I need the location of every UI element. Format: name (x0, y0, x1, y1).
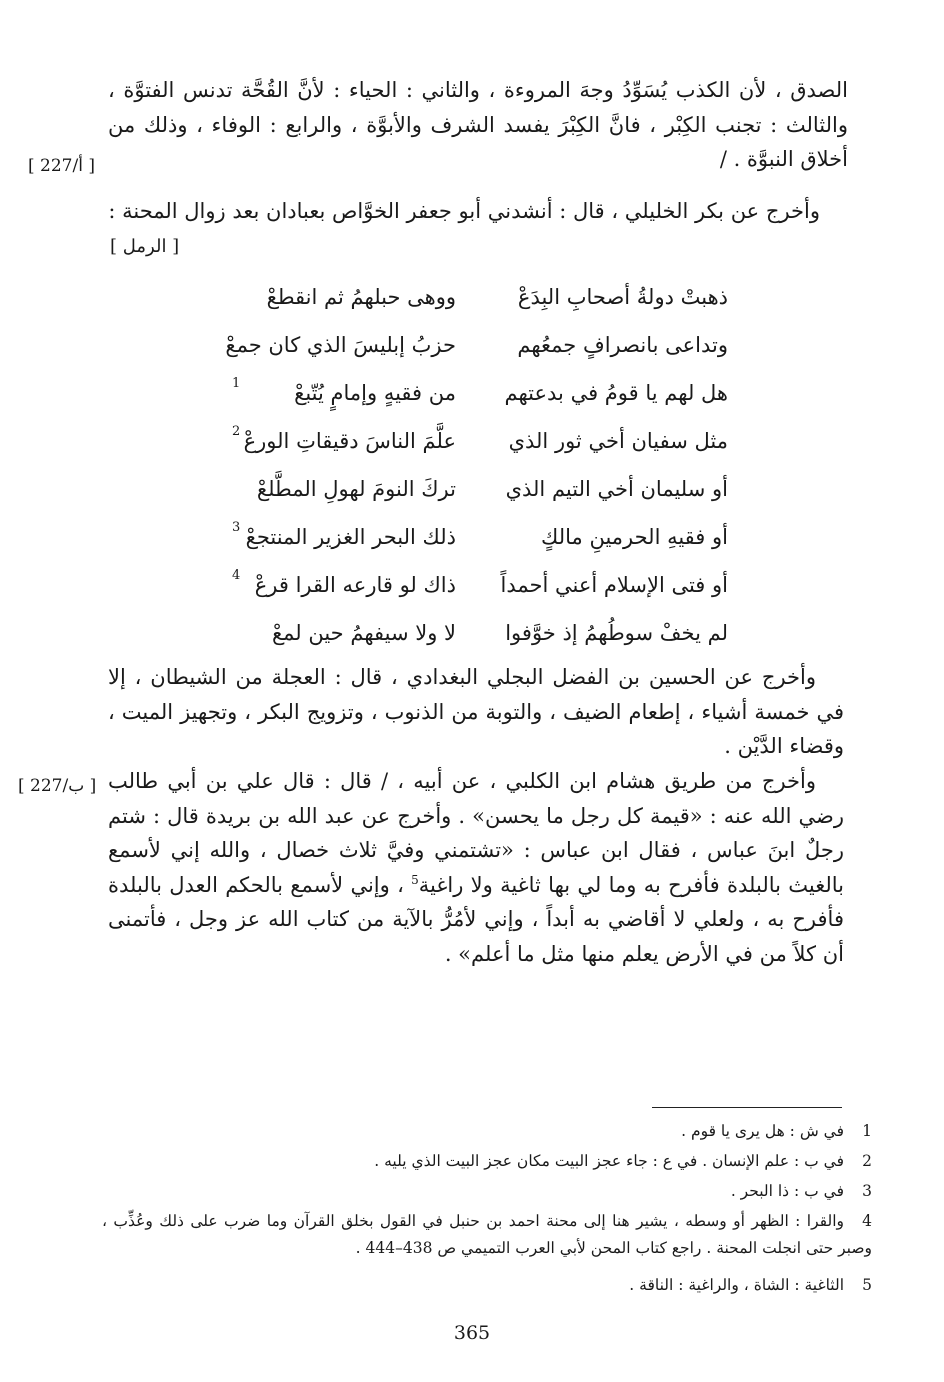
paragraph-4-part-2: ، وإني لأسمع بالحكم العدل بالبلدة فأفرح به ، ولعلي لا أقاضي به أبداً ، وإني لأمُرُّ بالآية من كتاب الله عز وجل ، فأتمنى أن كلاً من في الأرض يعلم منها مثل ما أعلم» . (108, 872, 844, 966)
verse-5-second-hemistich: تركَ النومَ لهولِ المطَّلعْ (256, 477, 456, 501)
verse-2-first-hemistich: وتداعى بانصرافٍ جمعُهم (517, 333, 728, 357)
verse-3-second-hemistich: من فقيهٍ وإمامٍ يُتّبعْ (294, 381, 456, 405)
paragraph-4 (108, 764, 844, 971)
verse-8-second-hemistich: لا ولا سيفهمُ حين لمعْ (271, 621, 456, 645)
verse-6-second-hemistich: ذلك البحر الغزير المنتجعْ (245, 525, 456, 549)
verse-3-first-hemistich: هل لهم يا قومُ في بدعتهم (504, 381, 728, 405)
footnote-number: 2 (862, 1152, 872, 1170)
paragraph-1: الصدق ، لأن الكذب يُسَوِّدُ وجهَ المروءة ، والثاني : الحياء : لأنَّ القُحَّة تدنس الفتوَّة ، والثالث : تجنب الكِبْر ، فانَّ الكِبْرَ يفسد الشرف والأبوَّة ، والرابع : الوفاء ، وذلك من أخلاق النبوَّة . / (108, 78, 848, 171)
verse-1-second-hemistich: ووهى حبلهمُ ثم انقطعْ (266, 285, 456, 309)
page-number: 365 (453, 1322, 491, 1344)
footnote-separator (652, 1107, 842, 1108)
folio-marker-227a: [ 227/أ ] (28, 156, 95, 176)
footnote-number: 4 (862, 1212, 872, 1230)
footnote-ref-4: 4 (232, 568, 241, 583)
footnote-1 (102, 1118, 872, 1145)
footnote-number: 5 (862, 1276, 872, 1294)
footnote-5 (102, 1272, 872, 1299)
verse-7-first-hemistich: أو فتى الإسلام أعني أحمداً (500, 573, 728, 597)
footnote-text: في ب : علم الإنسان . في ع : جاء عجز البيت مكان عجز البيت الذي يليه . (374, 1152, 844, 1170)
verse-4-second-hemistich: علَّمَ الناسَ دقيقاتِ الورعْ (243, 429, 456, 453)
footnote-3 (102, 1178, 872, 1205)
verse-5-first-hemistich: أو سليمان أخي التيم الذي (505, 477, 728, 501)
verse-4-first-hemistich: مثل سفيان أخي ثور الذي (508, 429, 728, 453)
footnote-text: والقرا : الظهر أو وسطه ، يشير هنا إلى محنة احمد بن حنبل في القول بخلق القرآن وما ضرب على ذلك وعُذِّب ، وصبر حتى انجلت المحنة . راجع كتاب المحن لأبي العرب التميمي ص 438–444 . (102, 1212, 872, 1257)
footnote-ref-1: 1 (232, 376, 241, 391)
folio-marker-227b: [ 227/ب ] (18, 776, 97, 796)
footnote-text: في ش : هل يرى يا قوم . (681, 1122, 844, 1140)
verse-6-first-hemistich: أو فقيهِ الحرمينِ مالكٍ (541, 525, 728, 549)
meter-label: [ الرمل ] (110, 236, 180, 257)
paragraph-3: وأخرج عن الحسين بن الفضل البجلي البغدادي ، قال : العجلة من الشيطان ، إلا في خمسة أشياء ، إطعام الضيف ، والتوبة من الذنوب ، وتزويج البكر ، وتجهيز الميت ، وقضاء الدَّيْن . (108, 665, 844, 758)
verse-2-second-hemistich: حزبُ إبليسَ الذي كان جمعْ (225, 333, 456, 357)
footnote-2 (102, 1148, 872, 1175)
footnote-number: 3 (862, 1182, 872, 1200)
footnote-4 (102, 1208, 872, 1262)
paragraph-2: وأخرج عن بكر الخليلي ، قال : أنشدني أبو جعفر الخوَّاص بعبادان بعد زوال المحنة : (108, 199, 820, 223)
footnote-text: الثاغية : الشاة ، والراغية : الناقة . (629, 1276, 844, 1294)
footnote-text: في ب : ذا البحر . (730, 1182, 844, 1200)
footnote-ref-2: 2 (232, 424, 241, 439)
verse-8-first-hemistich: لم يخفْ سوطُهمُ إذ خوَّفوا (505, 621, 728, 645)
paragraph-4-part-1: وأخرج من طريق هشام ابن الكلبي ، عن أبيه ، / قال : قال علي بن أبي طالب رضي الله عنه : «قيمة كل رجل ما يحسن» . وأخرج عن عبد الله بن بريدة قال : شتم رجلٌ ابنَ عباس ، فقال ابن عباس : «تشتمني وفيَّ ثلاث خصال ، والله إني لأسمع بالغيث بالبلدة فأفرح به وما لي بها ثاغية ولا راغية (108, 769, 844, 897)
verse-1-first-hemistich: ذهبتْ دولةُ أصحابِ البِدَعْ (517, 285, 728, 309)
verse-7-second-hemistich: ذاك لو قارعه القرا قرعْ (254, 573, 456, 597)
footnote-ref-3: 3 (232, 520, 241, 535)
footnote-number: 1 (862, 1122, 872, 1140)
footnote-ref-5: 5 (411, 872, 419, 887)
